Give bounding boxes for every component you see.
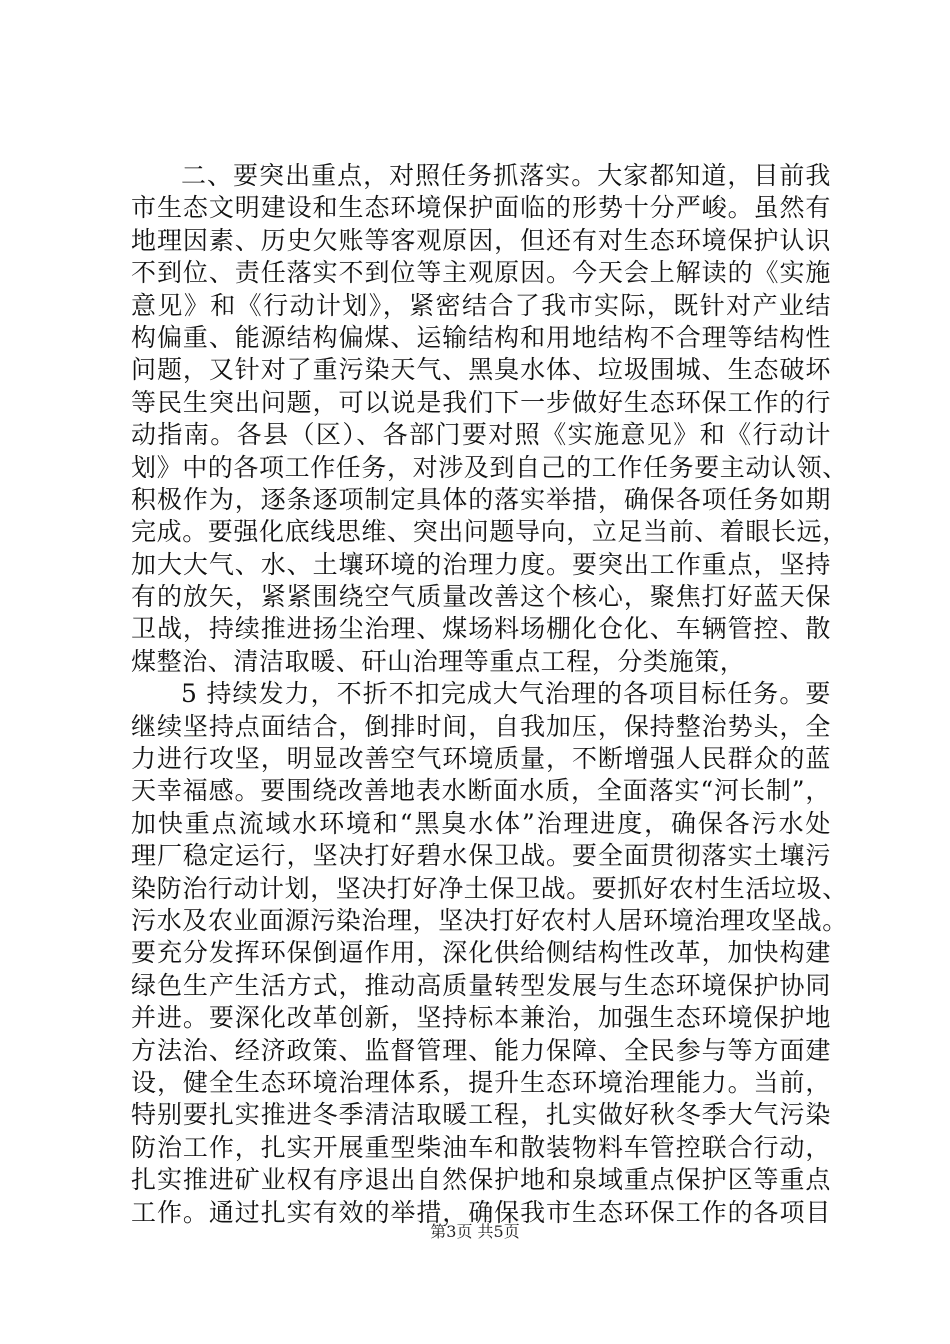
- paragraph-line: 动指南。各县（区）、各部门要对照《实施意见》和《行动计: [131, 420, 831, 450]
- paragraph-1: [131, 160, 848, 678]
- paragraph-line: 力进行攻坚，明显改善空气环境质量，不断增强人民群众的蓝: [131, 744, 831, 774]
- paragraph-line: 污水及农业面源污染治理，坚决打好农村人居环境治理攻坚战。: [131, 905, 848, 935]
- paragraph-line: 要充分发挥环保倒逼作用，深化供给侧结构性改革，加快构建: [131, 938, 831, 968]
- paragraph-line: 5 持续发力，不折不扣完成大气治理的各项目标任务。要: [181, 679, 831, 709]
- paragraph-line: 煤整治、清洁取暖、矸山治理等重点工程，分类施策，: [131, 646, 746, 676]
- paragraph-line: 方法治、经济政策、监督管理、能力保障、全民参与等方面建: [131, 1035, 831, 1065]
- paragraph-line: 继续坚持点面结合，倒排时间，自我加压，保持整治势头，全: [131, 711, 831, 741]
- paragraph-line: 有的放矢，紧紧围绕空气质量改善这个核心，聚焦打好蓝天保: [131, 582, 831, 612]
- paragraph-line: 市生态文明建设和生态环境保护面临的形势十分严峻。虽然有: [131, 193, 831, 223]
- paragraph-line: 积极作为，逐条逐项制定具体的落实举措，确保各项任务如期: [131, 484, 831, 514]
- paragraph-line: 工作。通过扎实有效的举措，确保我市生态环保工作的各项目: [131, 1197, 831, 1227]
- paragraph-line: 构偏重、能源结构偏煤、运输结构和用地结构不合理等结构性: [131, 322, 831, 352]
- paragraph-line: 天幸福感。要围绕改善地表水断面水质，全面落实“河长制”，: [131, 776, 831, 806]
- paragraph-line: 染防治行动计划，坚决打好净土保卫战。要抓好农村生活垃圾、: [131, 873, 848, 903]
- paragraph-line: 加快重点流域水环境和“黑臭水体”治理进度，确保各污水处: [131, 808, 831, 838]
- paragraph-line: 理厂稳定运行，坚决打好碧水保卫战。要全面贯彻落实土壤污: [131, 841, 831, 871]
- document-body: [131, 160, 848, 1229]
- paragraph-line: 完成。要强化底线思维、突出问题导向，立足当前、着眼长远，: [131, 517, 848, 547]
- paragraph-line: 二、要突出重点，对照任务抓落实。大家都知道，目前我: [181, 161, 831, 190]
- paragraph-line: 绿色生产生活方式，推动高质量转型发展与生态环境保护协同: [131, 970, 831, 1000]
- paragraph-line: 卫战，持续推进扬尘治理、煤场料场棚化仓化、车辆管控、散: [131, 614, 831, 644]
- paragraph-line: 并进。要深化改革创新，坚持标本兼治，加强生态环境保护地: [131, 1003, 831, 1033]
- paragraph-line: 划》中的各项工作任务，对涉及到自己的工作任务要主动认领、: [131, 452, 848, 482]
- paragraph-line: 防治工作，扎实开展重型柴油车和散装物料车管控联合行动，: [131, 1132, 831, 1162]
- paragraph-line: 等民生突出问题，可以说是我们下一步做好生态环保工作的行: [131, 387, 831, 417]
- paragraph-line: 不到位、责任落实不到位等主观原因。今天会上解读的《实施: [131, 258, 831, 288]
- paragraph-line: 地理因素、历史欠账等客观原因，但还有对生态环境保护认识: [131, 225, 831, 255]
- paragraph-line: 意见》和《行动计划》，紧密结合了我市实际，既针对产业结: [131, 290, 831, 320]
- paragraph-line: 特别要扎实推进冬季清洁取暖工程，扎实做好秋冬季大气污染: [131, 1100, 831, 1130]
- paragraph-line: 扎实推进矿业权有序退出自然保护地和泉域重点保护区等重点: [131, 1165, 831, 1195]
- paragraph-2: [131, 678, 848, 1229]
- paragraph-line: 设，健全生态环境治理体系，提升生态环境治理能力。当前，: [131, 1067, 831, 1097]
- paragraph-line: 问题，又针对了重污染天气、黑臭水体、垃圾围城、生态破坏: [131, 355, 831, 385]
- page-footer: 第3页 共5页: [430, 1222, 520, 1241]
- paragraph-line: 加大大气、水、土壤环境的治理力度。要突出工作重点，坚持: [131, 549, 831, 579]
